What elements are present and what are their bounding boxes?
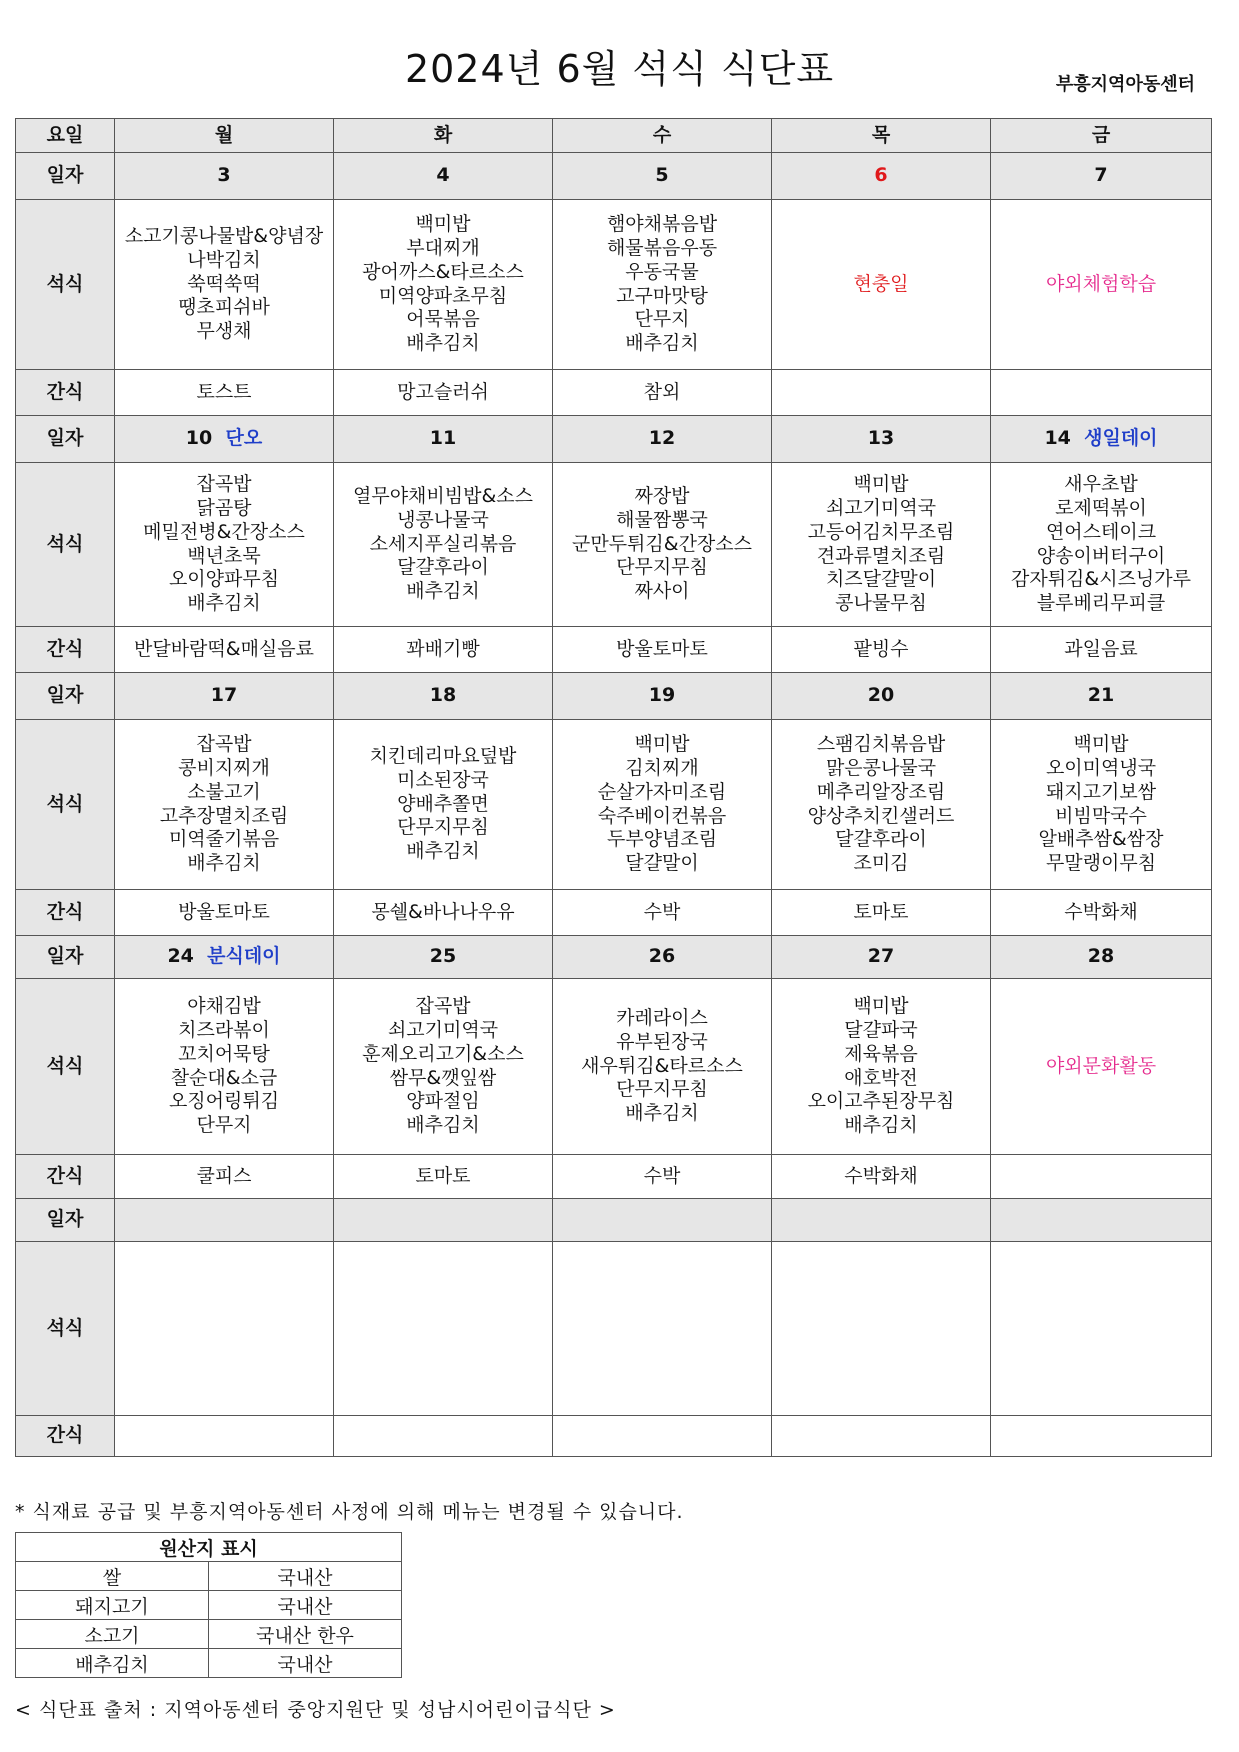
dish-item: 소불고기 bbox=[187, 780, 261, 803]
weekday-label: 요일 bbox=[16, 119, 115, 153]
dish-item: 쇠고기미역국 bbox=[387, 1019, 499, 1041]
dinner-cell bbox=[772, 200, 991, 370]
dinner-cell bbox=[991, 979, 1212, 1155]
dinner-cell bbox=[991, 1242, 1212, 1416]
dish-item: 두부양념조림 bbox=[606, 828, 718, 851]
date-number: 10 bbox=[185, 427, 213, 450]
dinner-row bbox=[16, 720, 1212, 890]
weekday-thu: 목 bbox=[772, 119, 991, 153]
dish-item: 콩비지찌개 bbox=[178, 757, 270, 779]
date-number: 5 bbox=[655, 164, 669, 187]
change-notice: * 식재료 공급 및 부흥지역아동센터 사정에 의해 메뉴는 변경될 수 있습니다. bbox=[15, 1501, 684, 1523]
dish-item: 단무지 bbox=[634, 308, 690, 331]
snack-cell: 반달바람떡&매실음료 bbox=[115, 627, 334, 673]
date-cell bbox=[772, 673, 991, 720]
dinner-cell bbox=[334, 720, 553, 890]
origin-row bbox=[16, 1562, 402, 1591]
dish-item: 오이미역냉국 bbox=[1045, 757, 1157, 779]
dish-item: 닭곰탕 bbox=[196, 497, 252, 519]
date-cell bbox=[991, 936, 1212, 979]
dish-item: 소세지푸실리볶음 bbox=[369, 532, 517, 555]
date-number: 27 bbox=[867, 945, 895, 968]
dinner-row bbox=[16, 979, 1212, 1155]
date-label: 일자 bbox=[16, 673, 115, 720]
origin-item: 돼지고기 bbox=[16, 1591, 209, 1620]
dish-item: 오이고추된장무침 bbox=[807, 1090, 955, 1113]
dish-item: 고구마맛탕 bbox=[616, 284, 708, 307]
date-row bbox=[16, 153, 1212, 200]
date-number: 6 bbox=[874, 164, 888, 187]
dish-item: 찰순대&소금 bbox=[170, 1066, 278, 1089]
weekday-fri: 금 bbox=[991, 119, 1212, 153]
dish-item: 고등어김치무조림 bbox=[807, 520, 955, 543]
dinner-cell bbox=[772, 463, 991, 627]
snack-cell: 참외 bbox=[553, 370, 772, 416]
dish-item: 광어까스&타르소스 bbox=[362, 260, 524, 283]
dish-item: 배추김치 bbox=[844, 1114, 918, 1136]
dinner-cell bbox=[991, 200, 1212, 370]
dish-item: 양파절임 bbox=[406, 1090, 480, 1113]
snack-label: 간식 bbox=[16, 627, 115, 673]
snack-cell: 토마토 bbox=[334, 1155, 553, 1199]
dish-item: 양상추치킨샐러드 bbox=[807, 804, 955, 827]
date-number: 28 bbox=[1087, 945, 1115, 968]
dish-item: 비빔막국수 bbox=[1055, 804, 1147, 827]
dinner-row bbox=[16, 463, 1212, 627]
date-cell bbox=[772, 1199, 991, 1242]
origin-item: 쌀 bbox=[16, 1562, 209, 1591]
snack-cell: 망고슬러쉬 bbox=[334, 370, 553, 416]
dinner-cell bbox=[334, 979, 553, 1155]
dinner-cell bbox=[553, 200, 772, 370]
dish-item: 유부된장국 bbox=[616, 1030, 708, 1053]
dish-item: 단무지무침 bbox=[616, 556, 708, 579]
origin-row bbox=[16, 1591, 402, 1620]
snack-row bbox=[16, 890, 1212, 936]
dish-item: 짜장밥 bbox=[634, 485, 690, 508]
event-label: 분식데이 bbox=[207, 945, 281, 968]
date-label: 일자 bbox=[16, 416, 115, 463]
dish-item: 견과류멸치조림 bbox=[816, 544, 946, 567]
dish-item: 열무야채비빔밥&소스 bbox=[352, 485, 533, 508]
date-cell bbox=[334, 1199, 553, 1242]
snack-cell bbox=[115, 1416, 334, 1457]
dish-item: 배추김치 bbox=[406, 1114, 480, 1136]
dinner-cell bbox=[334, 200, 553, 370]
event-label: 생일데이 bbox=[1084, 427, 1158, 450]
weekday-mon: 월 bbox=[115, 119, 334, 153]
date-cell bbox=[115, 673, 334, 720]
dish-item: 훈제오리고기&소스 bbox=[362, 1042, 524, 1065]
dish-item: 꼬치어묵탕 bbox=[178, 1042, 270, 1065]
dish-item: 배추김치 bbox=[187, 592, 261, 614]
dish-item: 해물짬뽕국 bbox=[616, 508, 708, 531]
dish-item: 메추리알장조림 bbox=[816, 780, 946, 803]
dish-item: 배추김치 bbox=[406, 840, 480, 863]
snack-row bbox=[16, 1155, 1212, 1199]
date-cell bbox=[115, 936, 334, 979]
snack-cell bbox=[772, 370, 991, 416]
dish-item: 미역양파초무침 bbox=[378, 284, 508, 307]
snack-row bbox=[16, 1416, 1212, 1457]
snack-row bbox=[16, 370, 1212, 416]
dish-item: 우동국물 bbox=[625, 260, 699, 283]
date-cell bbox=[991, 1199, 1212, 1242]
dish-item: 숙주베이컨볶음 bbox=[597, 804, 727, 827]
dish-item: 조미김 bbox=[853, 852, 909, 874]
origin-row bbox=[16, 1649, 402, 1678]
dinner-row bbox=[16, 1242, 1212, 1416]
dish-item: 고추장멸치조림 bbox=[159, 804, 289, 827]
snack-cell: 수박화채 bbox=[991, 890, 1212, 936]
dinner-cell bbox=[553, 463, 772, 627]
date-label: 일자 bbox=[16, 1199, 115, 1242]
snack-cell: 방울토마토 bbox=[115, 890, 334, 936]
dish-item: 어묵볶음 bbox=[406, 308, 480, 331]
dinner-cell bbox=[115, 200, 334, 370]
menu-table bbox=[15, 118, 1212, 1457]
origin-country: 국내산 bbox=[209, 1649, 402, 1678]
dish-item: 알배추쌈&쌈장 bbox=[1038, 828, 1164, 851]
snack-cell bbox=[553, 1416, 772, 1457]
snack-cell bbox=[991, 370, 1212, 416]
origin-country: 국내산 bbox=[209, 1591, 402, 1620]
date-cell bbox=[115, 153, 334, 200]
snack-label: 간식 bbox=[16, 890, 115, 936]
dish-item: 메밀전병&간장소스 bbox=[143, 520, 305, 543]
dish-item: 오이양파무침 bbox=[168, 568, 280, 591]
dish-item: 제육볶음 bbox=[844, 1042, 918, 1065]
dish-item: 치즈달걀말이 bbox=[825, 568, 937, 591]
dinner-cell bbox=[334, 1242, 553, 1416]
date-cell bbox=[115, 416, 334, 463]
dish-item: 양송이버터구이 bbox=[1036, 544, 1166, 567]
dinner-cell bbox=[772, 979, 991, 1155]
snack-label: 간식 bbox=[16, 1416, 115, 1457]
dish-item: 블루베리무피클 bbox=[1036, 592, 1166, 614]
snack-cell: 수박 bbox=[553, 890, 772, 936]
snack-cell: 방울토마토 bbox=[553, 627, 772, 673]
dish-item: 오징어링튀김 bbox=[168, 1090, 280, 1113]
dish-item: 땡초피쉬바 bbox=[178, 296, 270, 319]
dish-item: 해물볶음우동 bbox=[606, 237, 718, 259]
dish-item: 달걀말이 bbox=[625, 852, 699, 874]
date-number: 20 bbox=[867, 684, 895, 707]
dish-item: 짜사이 bbox=[634, 580, 690, 603]
dish-item: 냉콩나물국 bbox=[397, 508, 489, 531]
dinner-cell bbox=[553, 979, 772, 1155]
dish-item: 달걀후라이 bbox=[397, 556, 489, 579]
snack-cell: 토스트 bbox=[115, 370, 334, 416]
dinner-cell bbox=[115, 463, 334, 627]
date-cell bbox=[772, 936, 991, 979]
dish-item: 나박김치 bbox=[187, 248, 261, 271]
dinner-cell bbox=[334, 463, 553, 627]
dish-item: 양배추쫄면 bbox=[397, 792, 489, 815]
snack-cell: 수박 bbox=[553, 1155, 772, 1199]
date-row bbox=[16, 1199, 1212, 1242]
dish-item: 돼지고기보쌈 bbox=[1045, 780, 1157, 803]
date-cell bbox=[553, 936, 772, 979]
weekday-wed: 수 bbox=[553, 119, 772, 153]
dish-item: 스팸김치볶음밥 bbox=[816, 733, 946, 756]
date-cell bbox=[772, 416, 991, 463]
date-cell bbox=[772, 153, 991, 200]
dinner-cell bbox=[991, 720, 1212, 890]
dish-item: 새우초밥 bbox=[1064, 473, 1138, 496]
date-number: 26 bbox=[648, 945, 676, 968]
snack-cell bbox=[334, 1416, 553, 1457]
dish-item: 미소된장국 bbox=[397, 768, 489, 791]
dish-item: 백미밥 bbox=[634, 733, 690, 756]
dish-item: 콩나물무침 bbox=[835, 592, 927, 614]
origin-country: 국내산 한우 bbox=[209, 1620, 402, 1649]
date-number: 14 bbox=[1044, 427, 1071, 450]
date-row bbox=[16, 416, 1212, 463]
dish-item: 잡곡밥 bbox=[196, 473, 252, 496]
dish-item: 햄야채볶음밥 bbox=[606, 213, 718, 236]
dish-item: 감자튀김&시즈닝가루 bbox=[1010, 568, 1191, 591]
snack-cell bbox=[991, 1155, 1212, 1199]
date-cell bbox=[553, 153, 772, 200]
origin-header: 원산지 표시 bbox=[16, 1533, 402, 1562]
dish-item: 배추김치 bbox=[625, 1102, 699, 1125]
dinner-label: 석식 bbox=[16, 1242, 115, 1416]
origin-row bbox=[16, 1620, 402, 1649]
date-cell bbox=[334, 416, 553, 463]
date-number: 19 bbox=[648, 684, 676, 707]
snack-cell: 수박화채 bbox=[772, 1155, 991, 1199]
activity-label: 야외체험학습 bbox=[1045, 272, 1157, 295]
dinner-cell bbox=[115, 720, 334, 890]
dish-item: 배추김치 bbox=[406, 580, 480, 603]
date-cell bbox=[991, 153, 1212, 200]
dish-item: 배추김치 bbox=[625, 332, 699, 354]
center-name: 부흥지역아동센터 bbox=[1055, 74, 1195, 95]
dinner-label: 석식 bbox=[16, 720, 115, 890]
dish-item: 순살가자미조림 bbox=[597, 780, 727, 803]
dish-item: 백년초묵 bbox=[187, 544, 261, 567]
date-number: 11 bbox=[429, 427, 457, 450]
snack-cell: 쿨피스 bbox=[115, 1155, 334, 1199]
dish-item: 달걀후라이 bbox=[835, 828, 927, 851]
date-cell bbox=[553, 673, 772, 720]
dish-item: 잡곡밥 bbox=[196, 733, 252, 756]
dish-item: 단무지무침 bbox=[616, 1078, 708, 1101]
dish-item: 단무지 bbox=[196, 1114, 252, 1136]
dish-item: 새우튀김&타르소스 bbox=[581, 1054, 743, 1077]
dish-item: 배추김치 bbox=[187, 852, 261, 874]
dish-item: 카레라이스 bbox=[616, 1007, 708, 1030]
date-number: 7 bbox=[1094, 164, 1108, 187]
snack-cell: 몽쉘&바나나우유 bbox=[334, 890, 553, 936]
weekday-header-row bbox=[16, 119, 1212, 153]
dinner-cell bbox=[115, 1242, 334, 1416]
dish-item: 야채김밥 bbox=[187, 995, 261, 1018]
date-cell bbox=[334, 936, 553, 979]
dinner-cell bbox=[115, 979, 334, 1155]
holiday-label: 현충일 bbox=[853, 272, 909, 295]
origin-item: 배추김치 bbox=[16, 1649, 209, 1678]
dish-item: 치즈라볶이 bbox=[178, 1019, 270, 1041]
dinner-cell bbox=[772, 720, 991, 890]
dish-item: 백미밥 bbox=[415, 213, 471, 236]
date-row bbox=[16, 673, 1212, 720]
dish-item: 군만두튀김&간장소스 bbox=[571, 532, 752, 555]
dinner-row bbox=[16, 200, 1212, 370]
dish-item: 무말랭이무침 bbox=[1045, 852, 1157, 874]
dinner-label: 석식 bbox=[16, 979, 115, 1155]
date-number: 13 bbox=[867, 427, 895, 450]
snack-cell bbox=[991, 1416, 1212, 1457]
date-number: 17 bbox=[210, 684, 238, 707]
origin-item: 소고기 bbox=[16, 1620, 209, 1649]
dinner-label: 석식 bbox=[16, 463, 115, 627]
dish-item: 무생채 bbox=[196, 320, 252, 343]
date-cell bbox=[334, 673, 553, 720]
dish-item: 쑥떡쑥떡 bbox=[187, 272, 261, 295]
dish-item: 치킨데리마요덮밥 bbox=[369, 745, 517, 768]
date-cell bbox=[115, 1199, 334, 1242]
date-number: 21 bbox=[1087, 684, 1115, 707]
activity-label: 야외문화활동 bbox=[1045, 1054, 1157, 1077]
dinner-label: 석식 bbox=[16, 200, 115, 370]
dinner-cell bbox=[553, 1242, 772, 1416]
date-cell bbox=[991, 673, 1212, 720]
dinner-cell bbox=[772, 1242, 991, 1416]
dinner-cell bbox=[991, 463, 1212, 627]
origin-table bbox=[15, 1532, 402, 1678]
date-number: 12 bbox=[648, 427, 676, 450]
dish-item: 연어스테이크 bbox=[1045, 520, 1157, 543]
dish-item: 단무지무침 bbox=[397, 816, 489, 839]
date-row bbox=[16, 936, 1212, 979]
date-cell bbox=[553, 416, 772, 463]
snack-cell bbox=[772, 1416, 991, 1457]
origin-country: 국내산 bbox=[209, 1562, 402, 1591]
dish-item: 배추김치 bbox=[406, 332, 480, 354]
date-cell bbox=[553, 1199, 772, 1242]
snack-cell: 꽈배기빵 bbox=[334, 627, 553, 673]
date-label: 일자 bbox=[16, 153, 115, 200]
snack-label: 간식 bbox=[16, 1155, 115, 1199]
dish-item: 애호박전 bbox=[844, 1066, 918, 1089]
snack-cell: 토마토 bbox=[772, 890, 991, 936]
date-cell bbox=[334, 153, 553, 200]
snack-label: 간식 bbox=[16, 370, 115, 416]
dish-item: 잡곡밥 bbox=[415, 995, 471, 1018]
dish-item: 소고기콩나물밥&양념장 bbox=[124, 225, 324, 248]
event-label: 단오 bbox=[225, 427, 263, 450]
menu-source: < 식단표 출처 : 지역아동센터 중앙지원단 및 성남시어린이급식단 > bbox=[15, 1699, 616, 1721]
dish-item: 백미밥 bbox=[853, 473, 909, 496]
date-number: 18 bbox=[429, 684, 457, 707]
dish-item: 로제떡볶이 bbox=[1055, 497, 1147, 519]
dish-item: 맑은콩나물국 bbox=[825, 757, 937, 779]
weekday-tue: 화 bbox=[334, 119, 553, 153]
dish-item: 백미밥 bbox=[853, 995, 909, 1018]
page-title: 2024년 6월 석식 식단표 bbox=[404, 47, 835, 91]
date-number: 4 bbox=[436, 164, 450, 187]
dish-item: 백미밥 bbox=[1073, 733, 1129, 756]
date-cell bbox=[991, 416, 1212, 463]
dish-item: 쇠고기미역국 bbox=[825, 497, 937, 519]
snack-cell: 과일음료 bbox=[991, 627, 1212, 673]
dish-item: 미역줄기볶음 bbox=[168, 828, 280, 851]
dish-item: 쌈무&깻잎쌈 bbox=[389, 1066, 497, 1089]
snack-row bbox=[16, 627, 1212, 673]
snack-cell: 팥빙수 bbox=[772, 627, 991, 673]
date-number: 25 bbox=[429, 945, 457, 968]
date-number: 24 bbox=[167, 945, 194, 968]
dinner-cell bbox=[553, 720, 772, 890]
date-label: 일자 bbox=[16, 936, 115, 979]
dish-item: 부대찌개 bbox=[406, 237, 480, 259]
dish-item: 달걀파국 bbox=[844, 1019, 918, 1041]
dish-item: 김치찌개 bbox=[625, 757, 699, 779]
date-number: 3 bbox=[217, 164, 231, 187]
